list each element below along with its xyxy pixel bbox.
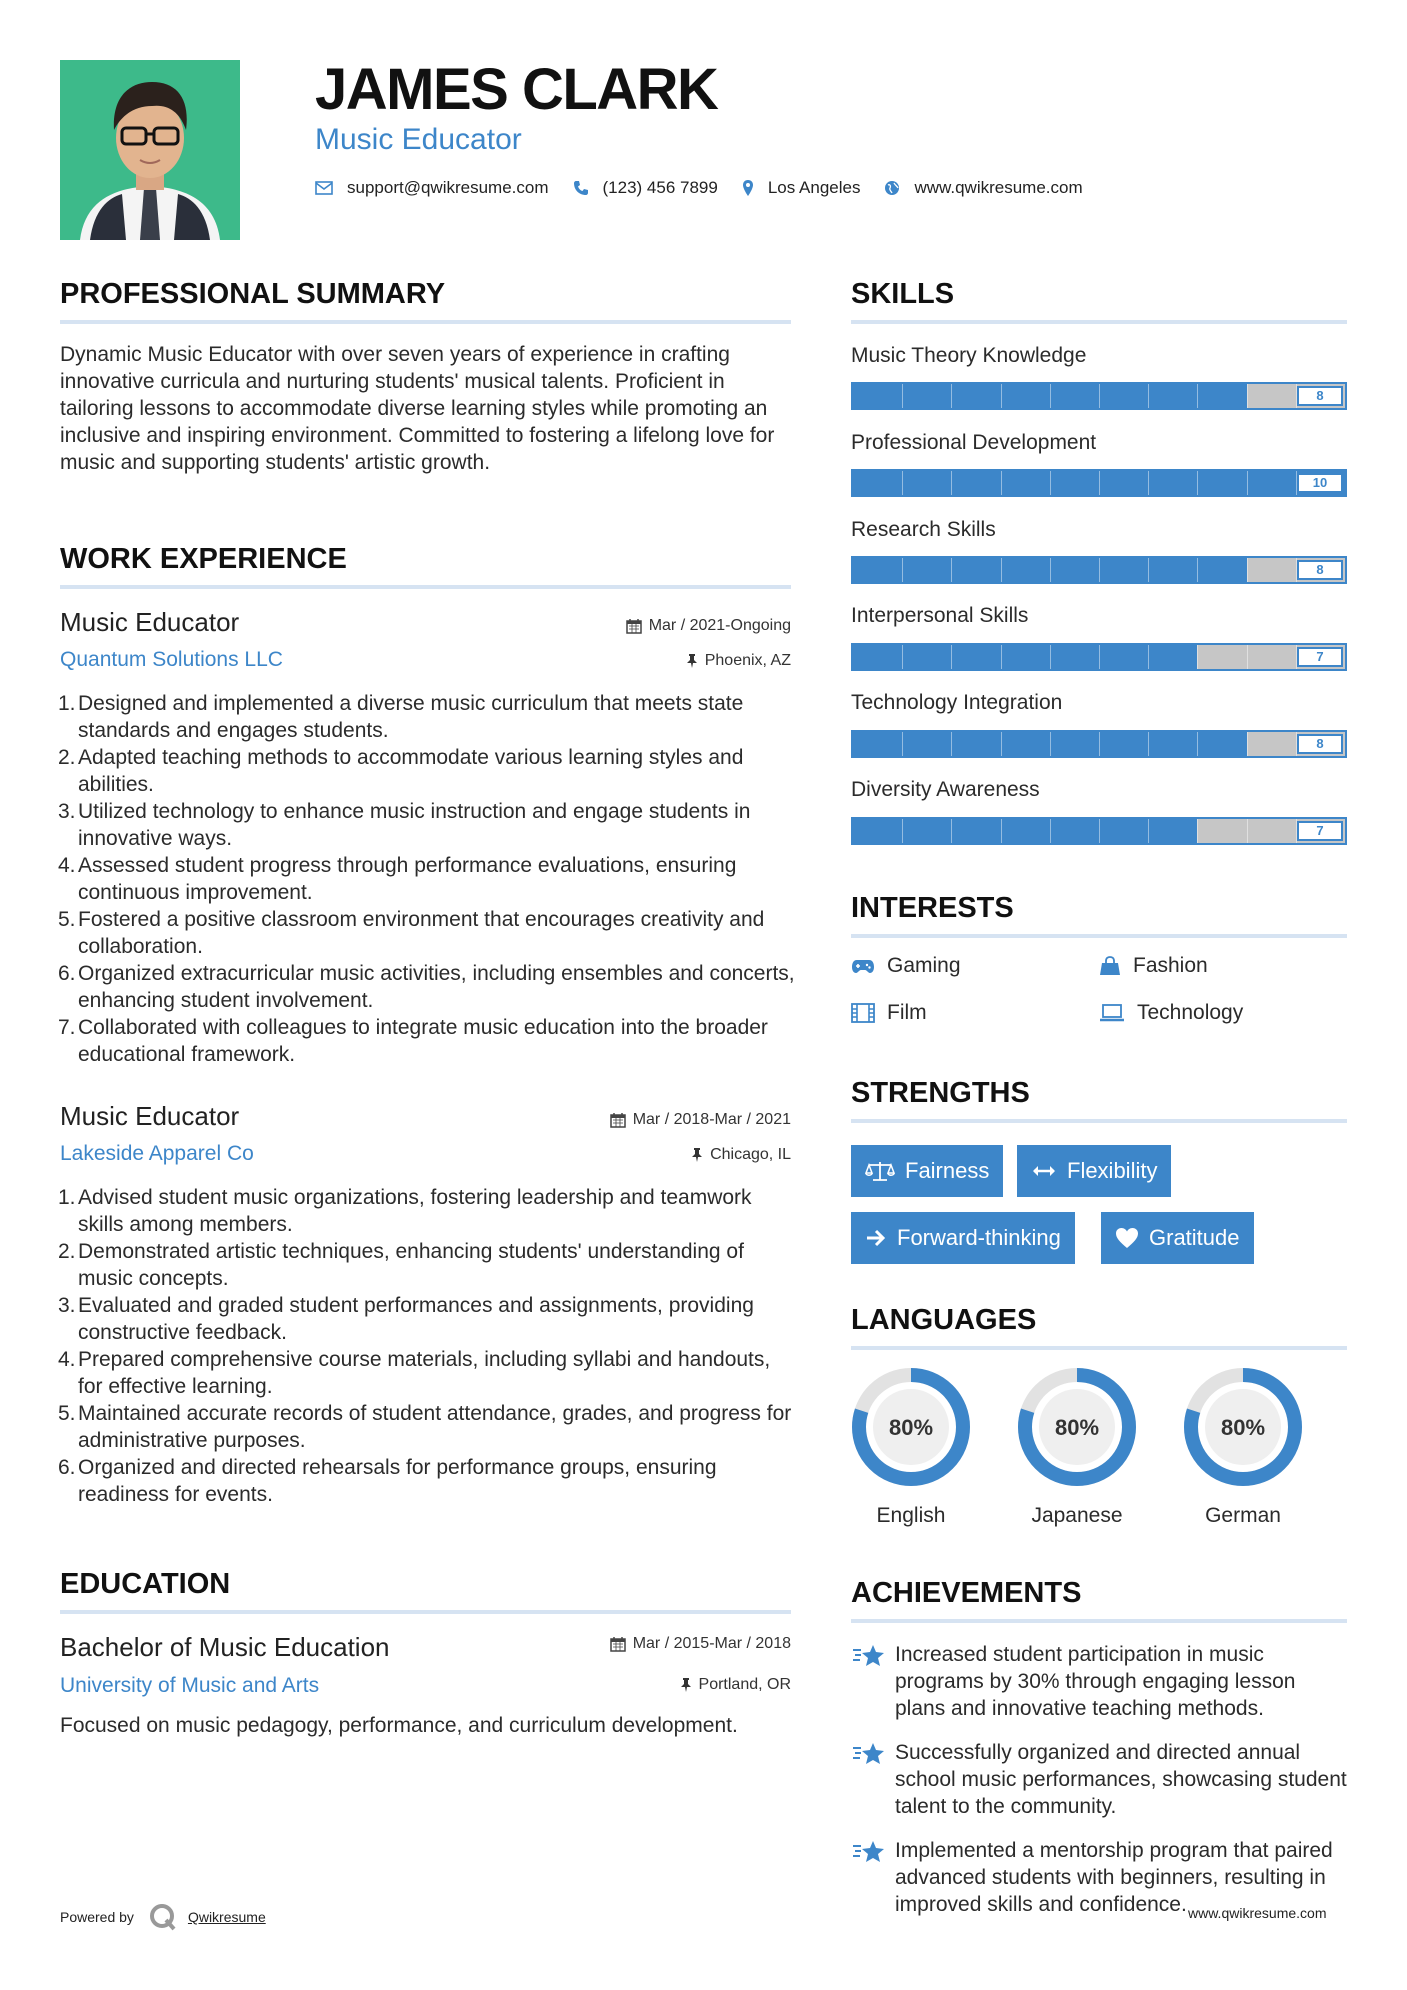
education-divider bbox=[60, 1610, 791, 1614]
skill-label: Interpersonal Skills bbox=[851, 604, 1029, 627]
skill-bar-segment bbox=[902, 732, 903, 756]
skill-bar-segment bbox=[1050, 558, 1051, 582]
list-item: 2. Demonstrated artistic techniques, enhancing students' understanding of music concepts. bbox=[58, 1240, 744, 1290]
achievement-text: Successfully organized and directed annual school music performances, showcasing student talent to the community. bbox=[895, 1741, 1347, 1818]
skill-bar-fill bbox=[853, 819, 1197, 843]
skill-bar-segment bbox=[1197, 819, 1198, 843]
shooting-star-icon bbox=[851, 1839, 885, 1865]
skill-bar-segment bbox=[1247, 471, 1248, 495]
job-1-dates-text: Mar / 2021-Ongoing bbox=[648, 617, 791, 634]
profile-photo bbox=[60, 60, 240, 240]
skill-bar-segment bbox=[1001, 384, 1002, 408]
skill-bar-segment bbox=[951, 471, 952, 495]
contact-phone-text: (123) 456 7899 bbox=[602, 178, 718, 197]
skill-label: Diversity Awareness bbox=[851, 778, 1040, 801]
list-item: 3. Utilized technology to enhance music instruction and engage students in innovative ways. bbox=[58, 800, 751, 850]
interests-heading: INTERESTS bbox=[851, 892, 1014, 924]
skill-bar-segment bbox=[1099, 558, 1100, 582]
skill-label: Technology Integration bbox=[851, 691, 1063, 714]
skill-bar-segment bbox=[902, 645, 903, 669]
contact-location-text: Los Angeles bbox=[767, 178, 861, 197]
skills-divider bbox=[851, 320, 1347, 324]
skill-bar bbox=[851, 817, 1347, 845]
list-item: 1. Designed and implemented a diverse music curriculum that meets state standards and engages students. bbox=[58, 692, 744, 742]
job-2-location-text: Chicago, IL bbox=[710, 1146, 791, 1163]
skill-bar-segment bbox=[902, 471, 903, 495]
skill-bar bbox=[851, 382, 1347, 410]
skill-level-badge: 7 bbox=[1297, 647, 1343, 667]
contact-phone[interactable] bbox=[573, 178, 718, 198]
interest-label: Film bbox=[887, 1001, 927, 1024]
job-2-bullets bbox=[60, 1184, 795, 1508]
gamepad-icon bbox=[851, 958, 875, 974]
list-item: 5. Maintained accurate records of student attendance, grades, and progress for administrative purposes. bbox=[58, 1402, 792, 1452]
achievement-item bbox=[851, 1641, 1351, 1722]
skill-bar-segment bbox=[1099, 645, 1100, 669]
strength-tag-forward-thinking bbox=[851, 1212, 1075, 1264]
skill-bar-segment bbox=[1148, 732, 1149, 756]
arrow-right-icon bbox=[865, 1228, 887, 1248]
balance-scale-icon bbox=[865, 1160, 895, 1182]
thumbtack-icon bbox=[691, 1147, 703, 1163]
list-item: 2. Adapted teaching methods to accommodate various learning styles and abilities. bbox=[58, 746, 744, 796]
interest-label: Technology bbox=[1137, 1001, 1244, 1024]
skill-bar-segment bbox=[1247, 645, 1248, 669]
strength-tag-flexibility bbox=[1017, 1145, 1171, 1197]
shooting-star-icon bbox=[851, 1643, 885, 1669]
skill-bar-segment bbox=[1001, 558, 1002, 582]
skill-bar-segment bbox=[1197, 645, 1198, 669]
skill-bar-segment bbox=[902, 819, 903, 843]
strength-label: Flexibility bbox=[1067, 1158, 1158, 1183]
list-item: 6. Organized extracurricular music activities, including ensembles and concerts, enhancing student involvement. bbox=[58, 962, 795, 1012]
list-item: 4. Assessed student progress through performance evaluations, ensuring continuous improvement. bbox=[58, 854, 737, 904]
education-school: University of Music and Arts bbox=[60, 1674, 320, 1697]
skill-bar-segment bbox=[1001, 819, 1002, 843]
footer-url[interactable]: www.qwikresume.com bbox=[1188, 1905, 1327, 1921]
strength-label: Fairness bbox=[905, 1158, 990, 1183]
skill-bar-segment bbox=[1247, 558, 1248, 582]
candidate-title: Music Educator bbox=[315, 123, 522, 156]
contact-website[interactable] bbox=[884, 178, 1082, 198]
arrows-horizontal-icon bbox=[1031, 1164, 1057, 1178]
contact-location bbox=[742, 178, 861, 198]
education-location-text: Portland, OR bbox=[698, 1676, 791, 1693]
skill-bar-segment bbox=[1247, 384, 1248, 408]
powered-by-label: Powered by bbox=[60, 1909, 134, 1925]
skill-label: Professional Development bbox=[851, 431, 1097, 454]
globe-icon bbox=[884, 180, 900, 196]
skill-level-badge: 10 bbox=[1297, 473, 1343, 493]
language-percent: 80% bbox=[1220, 1415, 1266, 1440]
skill-bar-segment bbox=[1148, 471, 1149, 495]
skill-bar-segment bbox=[1001, 645, 1002, 669]
languages-divider bbox=[851, 1346, 1347, 1350]
contact-bar bbox=[315, 178, 1107, 198]
skill-bar bbox=[851, 730, 1347, 758]
skill-bar-segment bbox=[1099, 819, 1100, 843]
skill-level-badge: 8 bbox=[1297, 734, 1343, 754]
strength-tag-fairness bbox=[851, 1145, 1003, 1197]
skill-bar-segment bbox=[1197, 384, 1198, 408]
job-2-dates-text: Mar / 2018-Mar / 2021 bbox=[632, 1111, 791, 1128]
thumbtack-icon bbox=[686, 653, 698, 669]
skill-bar-segment bbox=[1050, 819, 1051, 843]
summary-text: Dynamic Music Educator with over seven years of experience in crafting innovative curricula and nurturing students' musical talents. Proficient in tailoring lessons to accommodate diverse learning styles while promoting an inclusive and inspiring environment. Committed to fostering a lifelong love for music and supporting students' artistic growth. bbox=[60, 343, 775, 474]
envelope-icon bbox=[315, 181, 333, 195]
skill-bar-segment bbox=[1099, 732, 1100, 756]
skill-bar-segment bbox=[902, 558, 903, 582]
strength-tag-gratitude bbox=[1101, 1212, 1254, 1264]
skill-bar-segment bbox=[1050, 645, 1051, 669]
skill-bar-segment bbox=[1197, 558, 1198, 582]
list-item: 3. Evaluated and graded student performances and assignments, providing constructive feedback. bbox=[58, 1294, 754, 1344]
powered-by bbox=[60, 1902, 266, 1932]
education-dates bbox=[491, 1633, 791, 1655]
language-name: English bbox=[876, 1504, 946, 1527]
skill-bar bbox=[851, 469, 1347, 497]
job-1-bullets bbox=[60, 690, 795, 1068]
interest-label: Fashion bbox=[1133, 954, 1208, 977]
skill-bar-segment bbox=[902, 384, 903, 408]
skill-bar bbox=[851, 556, 1347, 584]
skill-bar-segment bbox=[1148, 384, 1149, 408]
list-item: 6. Organized and directed rehearsals for performance groups, ensuring readiness for events. bbox=[58, 1456, 717, 1506]
skill-bar bbox=[851, 643, 1347, 671]
strength-label: Gratitude bbox=[1149, 1225, 1240, 1250]
skill-bar-segment bbox=[951, 645, 952, 669]
education-dates-text: Mar / 2015-Mar / 2018 bbox=[632, 1635, 791, 1652]
languages-heading: LANGUAGES bbox=[851, 1304, 1037, 1336]
skill-bar-segment bbox=[1099, 384, 1100, 408]
language-progress-ring bbox=[849, 1365, 973, 1489]
qwikresume-logo-icon bbox=[148, 1902, 178, 1932]
list-item: 4. Prepared comprehensive course materials, including syllabi and handouts, for effective learning. bbox=[58, 1348, 771, 1398]
shooting-star-icon bbox=[851, 1741, 885, 1767]
calendar-icon bbox=[610, 1112, 626, 1128]
contact-email[interactable] bbox=[315, 178, 549, 198]
skill-bar-segment bbox=[1197, 471, 1198, 495]
skill-bar-segment bbox=[951, 384, 952, 408]
calendar-icon bbox=[610, 1636, 626, 1652]
job-2-company: Lakeside Apparel Co bbox=[60, 1142, 254, 1165]
language-percent: 80% bbox=[888, 1415, 934, 1440]
achievement-text: Implemented a mentorship program that paired advanced students with beginners, resulting in improved skills and confidence. bbox=[895, 1839, 1333, 1916]
language-progress-ring bbox=[1015, 1365, 1139, 1489]
skill-bar-segment bbox=[1050, 471, 1051, 495]
skill-bar-segment bbox=[1148, 645, 1149, 669]
education-degree: Bachelor of Music Education bbox=[60, 1632, 390, 1662]
calendar-icon bbox=[626, 618, 642, 634]
skill-bar-fill bbox=[853, 645, 1197, 669]
achievement-text: Increased student participation in music programs by 30% through engaging lesson plans and innovative teaching methods. bbox=[895, 1643, 1296, 1720]
job-2-dates bbox=[491, 1109, 791, 1131]
heart-icon bbox=[1115, 1227, 1139, 1249]
education-location bbox=[591, 1674, 791, 1696]
skill-bar-segment bbox=[1197, 732, 1198, 756]
skill-bar-segment bbox=[1050, 732, 1051, 756]
job-2-title: Music Educator bbox=[60, 1101, 240, 1131]
interest-technology bbox=[1099, 1001, 1243, 1025]
language-german bbox=[1181, 1365, 1305, 1529]
education-heading: EDUCATION bbox=[60, 1568, 231, 1600]
person-portrait-icon bbox=[60, 60, 240, 240]
language-percent: 80% bbox=[1054, 1415, 1100, 1440]
skill-bar-segment bbox=[1001, 732, 1002, 756]
skill-bar-segment bbox=[951, 732, 952, 756]
list-item: 5. Fostered a positive classroom environment that encourages creativity and collaboration. bbox=[58, 908, 765, 958]
job-1-location-text: Phoenix, AZ bbox=[704, 652, 791, 669]
achievements-divider bbox=[851, 1619, 1347, 1623]
experience-divider bbox=[60, 585, 791, 589]
interests-divider bbox=[851, 934, 1347, 938]
job-1-location bbox=[591, 650, 791, 672]
skill-level-badge: 8 bbox=[1297, 560, 1343, 580]
skill-bar-segment bbox=[1099, 471, 1100, 495]
skill-level-badge: 8 bbox=[1297, 386, 1343, 406]
shopping-bag-icon bbox=[1099, 956, 1121, 976]
summary-heading: PROFESSIONAL SUMMARY bbox=[60, 278, 446, 310]
skill-bar-segment bbox=[951, 558, 952, 582]
contact-email-text: support@qwikresume.com bbox=[347, 178, 549, 197]
interest-fashion bbox=[1099, 954, 1208, 978]
job-2-location bbox=[591, 1144, 791, 1166]
interest-film bbox=[851, 1001, 927, 1025]
achievement-item bbox=[851, 1739, 1351, 1820]
skill-bar-segment bbox=[1001, 471, 1002, 495]
job-1-dates bbox=[491, 615, 791, 637]
language-japanese bbox=[1015, 1365, 1139, 1529]
strengths-divider bbox=[851, 1119, 1347, 1123]
skill-bar-segment bbox=[1050, 384, 1051, 408]
list-item: 1. Advised student music organizations, fostering leadership and teamwork skills among members. bbox=[58, 1186, 752, 1236]
map-pin-icon bbox=[742, 179, 754, 197]
summary-divider bbox=[60, 320, 791, 324]
skill-bar-segment bbox=[951, 819, 952, 843]
skill-bar-segment bbox=[1148, 819, 1149, 843]
skills-heading: SKILLS bbox=[851, 278, 955, 310]
candidate-name: JAMES CLARK bbox=[315, 57, 718, 122]
skill-label: Research Skills bbox=[851, 518, 996, 541]
experience-heading: WORK EXPERIENCE bbox=[60, 543, 347, 575]
list-item: 7. Collaborated with colleagues to integrate music education into the broader educational framework. bbox=[58, 1016, 768, 1066]
qwikresume-link[interactable]: Qwikresume bbox=[187, 1909, 266, 1925]
language-english bbox=[849, 1365, 973, 1529]
skill-label: Music Theory Knowledge bbox=[851, 344, 1087, 367]
phone-icon bbox=[573, 180, 589, 196]
achievements-heading: ACHIEVEMENTS bbox=[851, 1577, 1082, 1609]
education-description: Focused on music pedagogy, performance, and curriculum development. bbox=[60, 1714, 738, 1737]
laptop-icon bbox=[1099, 1004, 1125, 1022]
job-1-company: Quantum Solutions LLC bbox=[60, 648, 283, 671]
language-progress-ring bbox=[1181, 1365, 1305, 1489]
skill-bar-segment bbox=[1247, 819, 1248, 843]
language-name: Japanese bbox=[1031, 1504, 1123, 1527]
contact-website-text: www.qwikresume.com bbox=[914, 178, 1083, 197]
job-1-title: Music Educator bbox=[60, 607, 240, 637]
language-name: German bbox=[1205, 1504, 1281, 1527]
interest-label: Gaming bbox=[887, 954, 961, 977]
strength-label: Forward-thinking bbox=[897, 1225, 1061, 1250]
interest-gaming bbox=[851, 954, 961, 978]
skill-bar-segment bbox=[1148, 558, 1149, 582]
film-icon bbox=[851, 1003, 875, 1023]
skill-bar-segment bbox=[1247, 732, 1248, 756]
thumbtack-icon bbox=[680, 1677, 692, 1693]
strengths-heading: STRENGTHS bbox=[851, 1077, 1030, 1109]
skill-level-badge: 7 bbox=[1297, 821, 1343, 841]
